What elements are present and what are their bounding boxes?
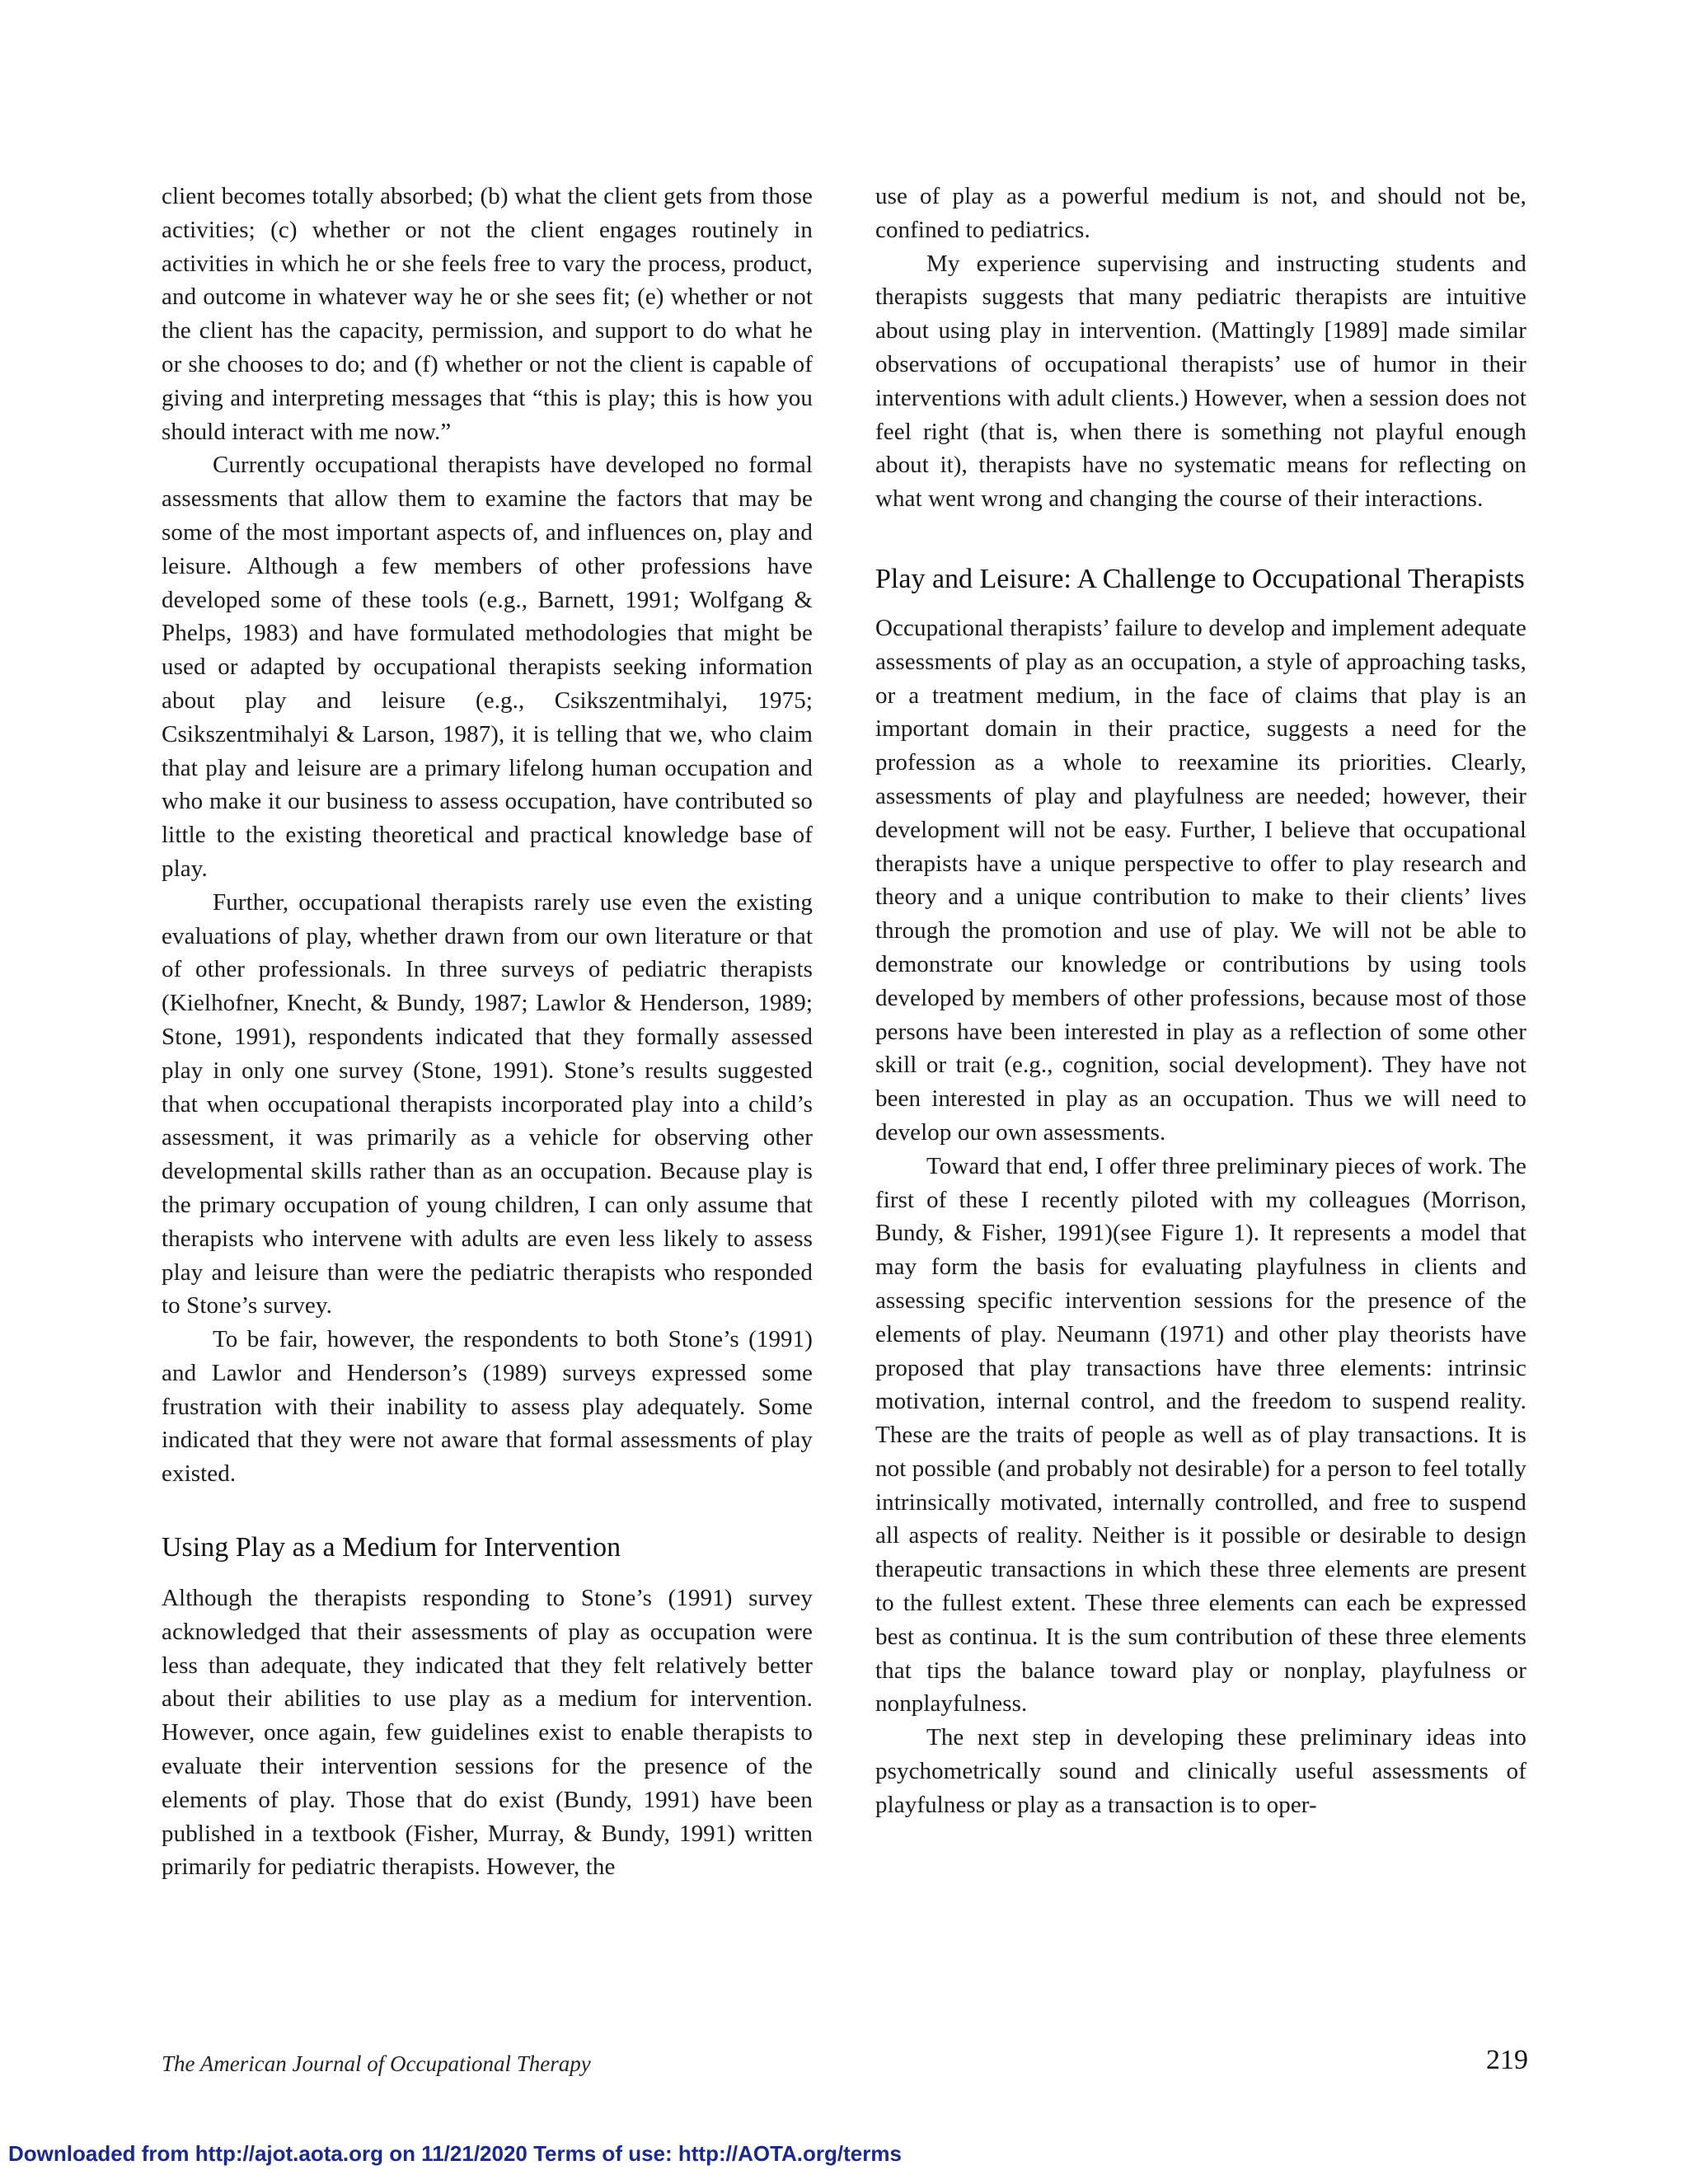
body-paragraph: use of play as a powerful medium is not, and should not be, confined to pediatrics. bbox=[875, 183, 1526, 243]
body-paragraph: client becomes totally absorbed; (b) what the client gets from those activities; (c) whether or not the client engages routinely in activities in which he or she feels free to vary the process, product, and outcome in whatever way he or she sees fit; (e) whether or not the client has the capacity, permission, and support to do what he or she chooses to do; and (f) whether or not the client is capable of giving and interpreting messages that “this is play; this is how you should interact with me now.” bbox=[162, 183, 813, 445]
body-paragraph: Although the therapists responding to Stone’s (1991) survey acknowledged that their assessments of play as occupation were less than adequate, they indicated that they felt relatively better about their abilities to use play as a medium for intervention. However, once again, few guidelines exist to enable therapists to evaluate their intervention sessions for the presence of the elements of play. Those that do exist (Bundy, 1991) have been published in a textbook (Fisher, Murray, & Bundy, 1991) written primarily for pediatric therapists. However, the bbox=[162, 1585, 813, 1881]
body-paragraph: My experience supervising and instructing students and therapists suggests that many pediatric therapists are intuitive about using play in intervention. (Mattingly [1989] made similar observations of occupational therapists’ use of humor in their interventions with adult clients.) However, when a session does not feel right (that is, when there is something not playful enough about it), therapists have no systematic means for reflecting on what went wrong and changing the course of their interactions. bbox=[875, 250, 1526, 513]
left-column bbox=[162, 180, 813, 1884]
section-heading: Play and Leisure: A Challenge to Occupational Therapists bbox=[875, 563, 1525, 594]
page-number: 219 bbox=[1486, 2045, 1528, 2075]
body-paragraph: The next step in developing these preliminary ideas into psychometrically sound and clinically useful assessments of playfulness or play as a transaction is to oper- bbox=[875, 1724, 1526, 1818]
section-heading: Using Play as a Medium for Intervention bbox=[162, 1532, 621, 1563]
body-paragraph: Further, occupational therapists rarely use even the existing evaluations of play, whether drawn from our own literature or that of other professionals. In three surveys of pediatric therapists (Kielhofner, Knecht, & Bundy, 1987; Lawlor & Henderson, 1989; Stone, 1991), respondents indicated that they formally assessed play in only one survey (Stone, 1991). Stone’s results suggested that when occupational therapists incorporated play into a child’s assessment, it was primarily as a vehicle for observing other developmental skills rather than as an occupation. Because play is the primary occupation of young children, I can only assume that therapists who intervene with adults are even less likely to assess play and leisure than were the pediatric therapists who responded to Stone’s survey. bbox=[162, 888, 813, 1319]
body-paragraph: To be fair, however, the respondents to both Stone’s (1991) and Lawlor and Henderson’s (1989) surveys expressed some frustration with their inability to assess play adequately. Some indicated that they were not aware that formal assessments of play existed. bbox=[162, 1326, 813, 1488]
body-paragraph: Toward that end, I offer three preliminary pieces of work. The first of these I recently piloted with my colleagues (Morrison, Bundy, & Fisher, 1991)(see Figure 1). It represents a model that may form the basis for evaluating playfulness in clients and assessing specific intervention sessions for the presence of the elements of play. Neumann (1971) and other play theorists have proposed that play transactions have three elements: intrinsic motivation, internal control, and the freedom to suspend reality. These are the traits of people as well as of play transactions. It is not possible (and probably not desirable) for a person to feel totally intrinsically motivated, internally controlled, and free to suspend all aspects of reality. Neither is it possible or desirable to design therapeutic transactions in which these three elements are present to the fullest extent. These three elements can each be expressed best as continua. It is the sum contribution of these three elements that tips the balance toward play or nonplay, playfulness or nonplayfulness. bbox=[875, 1152, 1526, 1718]
journal-title-footer: The American Journal of Occupational Therapy bbox=[162, 2051, 591, 2076]
right-column bbox=[875, 180, 1526, 1822]
body-paragraph: Occupational therapists’ failure to develop and implement adequate assessments of play as an occupation, a style of approaching tasks, or a treatment medium, in the face of claims that play is an important domain in their practice, suggests a need for the profession as a whole to reexamine its priorities. Clearly, assessments of play and playfulness are needed; however, their development will not be easy. Further, I believe that occupational therapists have a unique perspective to offer to play research and theory and a unique contribution to make to their clients’ lives through the promotion and use of play. We will not be able to demonstrate our knowledge or contributions by using tools developed by members of other professions, because most of those persons have been interested in play as a reflection of some other skill or trait (e.g., cognition, social development). They have not been interested in play as an occupation. Thus we will need to develop our own assessments. bbox=[875, 614, 1526, 1146]
body-paragraph: Currently occupational therapists have developed no formal assessments that allow them to examine the factors that may be some of the most important aspects of, and influences on, play and leisure. Although a few members of other professions have developed some of these tools (e.g., Barnett, 1991; Wolfgang & Phelps, 1983) and have formulated methodologies that might be used or adapted by occupational therapists seeking information about play and leisure (e.g., Csikszentmihalyi, 1975; Csikszentmihalyi & Larson, 1987), it is telling that we, who claim that play and leisure are a primary lifelong human occupation and who make it our business to assess occupation, have contributed so little to the existing theoretical and practical knowledge base of play. bbox=[162, 452, 813, 882]
download-notice: Downloaded from http://ajot.aota.org on 11/21/2020 Terms of use: http://AOTA.org/terms bbox=[8, 2141, 902, 2166]
